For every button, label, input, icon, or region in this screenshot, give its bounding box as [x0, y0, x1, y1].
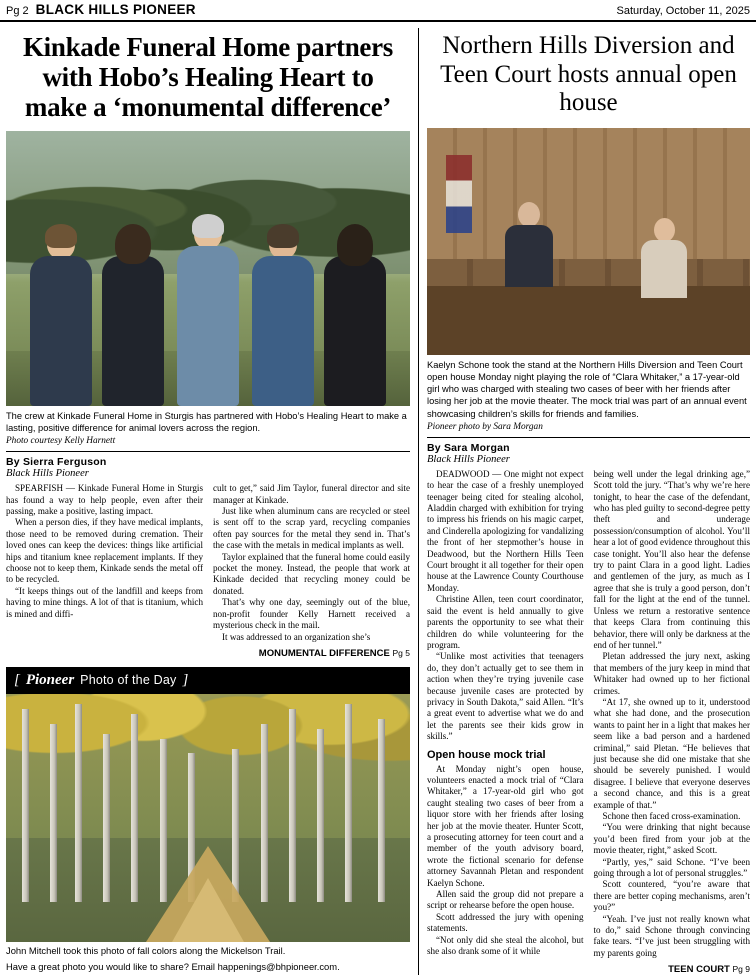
right-jump-line[interactable]: [594, 959, 751, 975]
potd-caption-line2: Have a great photo you would like to share? Email happenings@bhpioneer.com.: [6, 960, 340, 972]
potd-label: Photo of the Day: [80, 672, 177, 687]
paragraph: “At 17, she owned up to it, understood what she had done, and the prosecution wants to paint her in a light that makes her seem like a bad person and a hardened criminal,” said Pletan. “He believes that just because she did one mistake that she should be severely punished. I would disagree. I believe that everyone deserves a second chance, and this is a great example of that.”: [593, 696, 750, 810]
paragraph: Taylor explained that the funeral home could easily pocket the money. Instead, the people that work at Kinkade decided that recycling money could be donated.: [213, 551, 410, 596]
jump-page: Pg 5: [392, 647, 410, 658]
masthead-left: [6, 2, 196, 17]
courtroom-photo: [427, 128, 750, 355]
paragraph: Scott addressed the jury with opening statements.: [427, 911, 584, 934]
right-column: [419, 22, 756, 975]
left-photo-credit: Photo courtesy Kelly Harnett: [6, 436, 116, 447]
mickelson-trail-photo: [6, 694, 410, 942]
paragraph: “Yeah. I’ve just not really known what to do,” said Schone through convincing fake tears. “I’ve just been struggling with my parents going: [593, 913, 750, 958]
bracket-open: [: [14, 671, 20, 688]
paragraph: “Not only did she steal the alcohol, but she also drank some of it while: [427, 934, 584, 957]
paragraph: Allen said the group did not prepare a script or rehearse before the open house.: [427, 889, 584, 911]
right-photo-caption: Kaelyn Schone took the stand at the Northern Hills Diversion and Teen Court open house Monday night playing the role of “Clara Whitaker,” a 17-year-old girl who was charged with stealing two cases of beer with her friends after losing her job at the movie theater. The mock trial was part of an annual event showcasing children’s skills for friends and families.: [427, 359, 747, 419]
right-body-col2: [594, 469, 751, 975]
photo-of-the-day-module: [6, 667, 410, 973]
right-photo-credit: Pioneer photo by Sara Morgan: [427, 421, 543, 432]
jump-label: MONUMENTAL DIFFERENCE: [258, 647, 390, 659]
potd-banner: [6, 667, 410, 694]
masthead: [0, 0, 756, 22]
paragraph: “It keeps things out of the landfill and keeps from having to mine things. A lot of that is titanium, which is mined and diffi-: [6, 585, 203, 619]
paragraph: That’s why one day, seemingly out of the blue, non-profit founder Kelly Harnett received a mysterious check in the mail.: [213, 597, 410, 631]
paragraph: When a person dies, if they have medical implants, those need to be removed during cremation. Their loved ones can keep the devices: things like artificial hips and titanium knee replacement implants. If they choose not to keep them, Kinkade sends the metal off to be recycled.: [6, 517, 203, 585]
left-photo-caption: The crew at Kinkade Funeral Home in Sturgis has partnered with Hobo’s Healing Heart to make a lasting, positive difference for animal lovers across the region.: [6, 410, 407, 433]
right-subhead: Open house mock trial: [427, 748, 546, 761]
paragraph: “You were drinking that night because you’d been fired from your job at the movie theater, right,” asked Scott.: [593, 822, 750, 856]
paragraph: It was addressed to an organization she’s: [222, 631, 371, 642]
kinkade-group-photo: [6, 131, 410, 406]
left-byline: By Sierra Ferguson: [6, 456, 107, 469]
right-body-col1: [427, 469, 584, 975]
page-content: [0, 22, 756, 975]
paragraph: SPEARFISH — Kinkade Funeral Home in Sturgis has found a way to help people, even after their passing, make a positive, lasting impact.: [6, 483, 203, 517]
left-column: [0, 22, 418, 975]
potd-caption-line1: John Mitchell took this photo of fall colors along the Mickelson Trail.: [6, 944, 286, 956]
paragraph: Christine Allen, teen court coordinator, said the event is held annually to give parents the opportunity to see what their children do while volunteering for the program.: [427, 594, 584, 650]
right-byline: By Sara Morgan: [427, 441, 510, 454]
paragraph: Schone then faced cross-examination.: [602, 811, 741, 822]
jump-label: TEEN COURT: [668, 964, 730, 975]
right-article-body: [427, 469, 750, 975]
paragraph: At Monday night’s open house, volunteers enacted a mock trial of “Clara Whitaker,” a 17-year-old girl who got caught stealing two cases of beer from a liquor store with her friends after losing her job at the movie theater. Hunter Scott, a prosecuting attorney for teen court and a member of the youth advisory board, wrote the fictional scenario for defense attorney Savannah Pletan and respondent Kaelyn Schone.: [427, 763, 584, 888]
left-headline: Kinkade Funeral Home partners with Hobo’s Healing Heart to make a ‘monumental difference’: [22, 32, 394, 123]
left-body-col1: [6, 483, 203, 659]
paragraph: “Unlike most activities that teenagers do, they don’t actually get to see them in action when they’re trying juvenile case because juvenile cases are protected by privacy in South Dakota,” said Allen. “It’s a great event to advertise what we do and let the parents see their kids grow in skills.”: [427, 651, 584, 742]
right-byline-org: Black Hills Pioneer: [427, 453, 510, 465]
bracket-close: ]: [182, 671, 189, 688]
jump-page: Pg 9: [732, 964, 750, 975]
publication-title: BLACK HILLS PIONEER: [35, 2, 196, 17]
paragraph: cult to get,” said Jim Taylor, funeral director and site manager at Kinkade.: [213, 483, 410, 505]
paragraph: Pletan addressed the jury next, asking that members of the jury keep in mind that Whitaker had owned up to her fictional crimes.: [593, 651, 750, 696]
page-number: Pg 2: [6, 5, 29, 17]
paragraph: being well under the legal drinking age,” Scott told the jury. “That’s why we’re here tonight, to hear the case of the defendant, who has pled guilty to second-degree petty theft and underage possession/consumption of alcohol. You’ll hear a lot of good evidence throughout this case tonight. You’ll also hear the defense try to paint Clara in a good light. Ladies and gentlemen of the jury, as much as I agree that she is truly a good person, don’t fall for the light at the end of the tunnel. Unless we return a restorative sentence that keeps Clara from continuing this behavior, there will only be darkness at the end of her tunnel.”: [593, 468, 750, 650]
left-jump-line[interactable]: [213, 643, 410, 659]
potd-brand: Pioneer: [25, 671, 75, 688]
paragraph: DEADWOOD — One might not expect to hear the case of a freshly unemployed teenager being cited for stealing alcohol, Aladdin charged with exhibition for trying to impress his friends on his magic carpet, and Cinderella apologizing for vandalizing the front of her stepmother’s house in Deadwood, but the Northern Hills Teen Court brought it all together for their open house at the Lawrence County Courthouse Monday.: [427, 468, 584, 593]
paragraph: Just like when aluminum cans are recycled or steel is sent off to the scrap yard, recycling companies often pay sources for the metal they send in. That’s the case with the metals in medical implants as well.: [213, 506, 410, 551]
issue-date: Saturday, October 11, 2025: [616, 5, 750, 17]
paragraph: Scott countered, “you’re aware that there are better coping mechanisms, aren’t you?”: [593, 879, 750, 913]
left-byline-org: Black Hills Pioneer: [6, 468, 89, 480]
left-article-body: [6, 483, 410, 659]
paragraph: “Partly, yes,” said Schone. “I’ve been going through a lot of personal struggles.”: [593, 856, 750, 879]
left-body-col2: [213, 483, 410, 659]
right-headline: Northern Hills Diversion and Teen Court hosts annual open house: [440, 32, 737, 116]
